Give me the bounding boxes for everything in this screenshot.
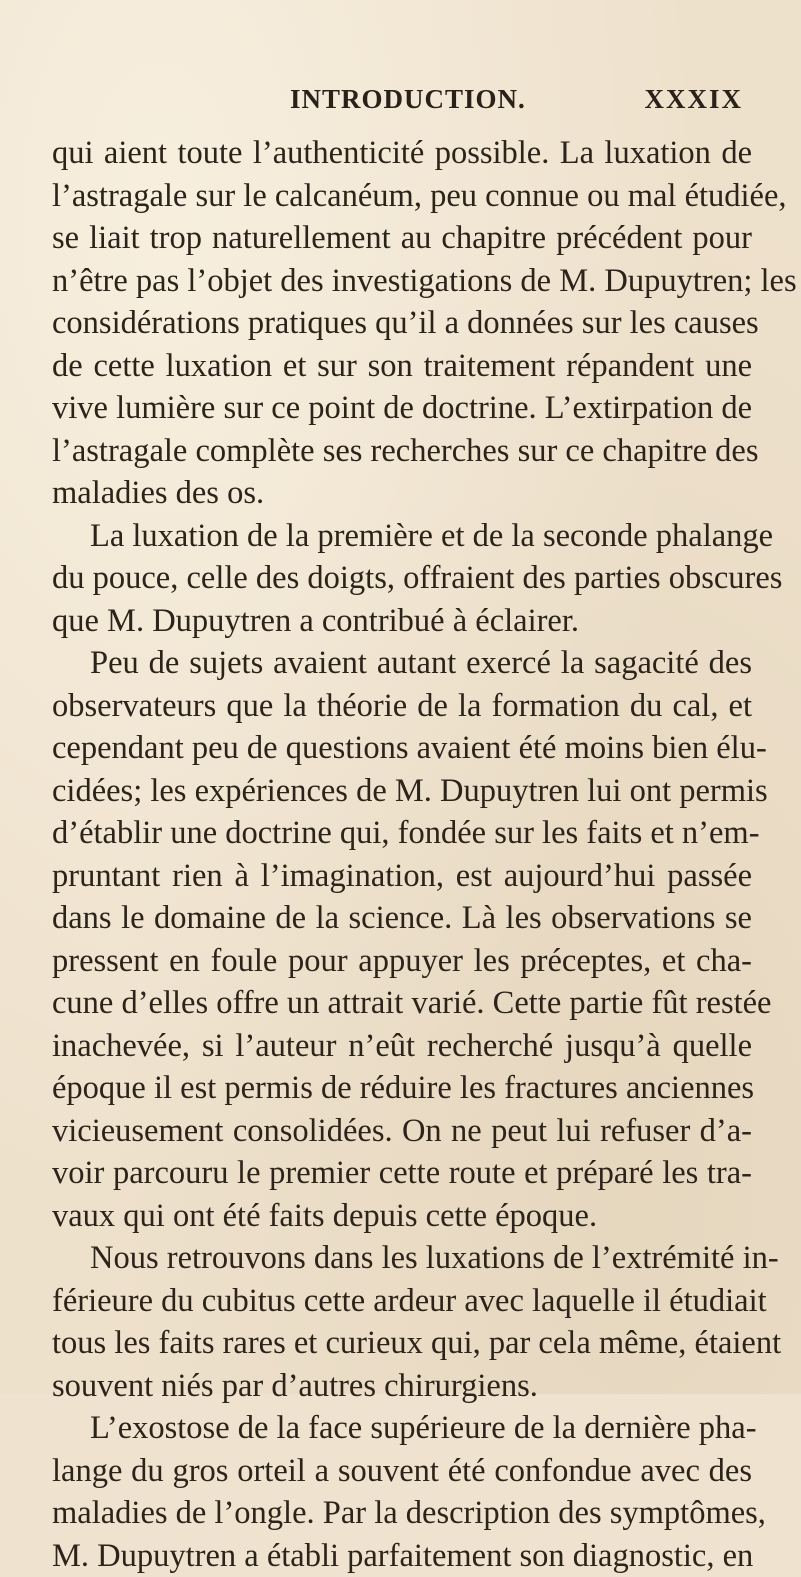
text-line: cune d’elles offre un attrait varié. Cette partie fût restée	[52, 982, 752, 1025]
running-head	[0, 84, 801, 118]
text-line: souvent niés par d’autres chirurgiens.	[52, 1365, 752, 1408]
text-line: l’astragale complète ses recherches sur ce chapitre des	[52, 430, 752, 473]
text-line: dans le domaine de la science. Là les observations se	[52, 897, 752, 940]
text-line: La luxation de la première et de la seconde phalange	[52, 515, 752, 558]
text-line: considérations pratiques qu’il a données sur les causes	[52, 302, 752, 345]
text-line: n’être pas l’objet des investigations de M. Dupuytren; les	[52, 260, 752, 303]
running-title: INTRODUCTION.	[290, 84, 526, 115]
text-line: d’établir une doctrine qui, fondée sur les faits et n’em-	[52, 812, 752, 855]
text-line: inachevée, si l’auteur n’eût recherché jusqu’à quelle	[52, 1025, 752, 1068]
text-line: pressent en foule pour appuyer les préceptes, et cha-	[52, 940, 752, 983]
page-number: XXXIX	[644, 84, 743, 115]
text-line: observateurs que la théorie de la formation du cal, et	[52, 685, 752, 728]
text-line: voir parcouru le premier cette route et préparé les tra-	[52, 1152, 752, 1195]
text-line: pruntant rien à l’imagination, est aujourd’hui passée	[52, 855, 752, 898]
text-line: se liait trop naturellement au chapitre précédent pour	[52, 217, 752, 260]
text-line: maladies des os.	[52, 472, 752, 515]
text-line: du pouce, celle des doigts, offraient des parties obscures	[52, 557, 752, 600]
text-line: vive lumière sur ce point de doctrine. L’extirpation de	[52, 387, 752, 430]
text-line: M. Dupuytren a établi parfaitement son diagnostic, en	[52, 1535, 752, 1577]
text-line: de cette luxation et sur son traitement répandent une	[52, 345, 752, 388]
text-line: Peu de sujets avaient autant exercé la sagacité des	[52, 642, 752, 685]
text-line: qui aient toute l’authenticité possible. La luxation de	[52, 132, 752, 175]
text-line: époque il est permis de réduire les fractures anciennes	[52, 1067, 752, 1110]
text-line: Nous retrouvons dans les luxations de l’extrémité in-	[52, 1237, 752, 1280]
text-line: l’astragale sur le calcanéum, peu connue ou mal étudiée,	[52, 175, 752, 218]
body-text	[52, 132, 752, 1577]
text-line: cidées; les expériences de M. Dupuytren lui ont permis	[52, 770, 752, 813]
text-line: L’exostose de la face supérieure de la dernière pha-	[52, 1407, 752, 1450]
text-line: férieure du cubitus cette ardeur avec laquelle il étudiait	[52, 1280, 752, 1323]
text-line: que M. Dupuytren a contribué à éclairer.	[52, 600, 752, 643]
text-line: maladies de l’ongle. Par la description des symptômes,	[52, 1492, 752, 1535]
text-line: vaux qui ont été faits depuis cette époque.	[52, 1195, 752, 1238]
text-line: vicieusement consolidées. On ne peut lui refuser d’a-	[52, 1110, 752, 1153]
text-line: cependant peu de questions avaient été moins bien élu-	[52, 727, 752, 770]
text-line: tous les faits rares et curieux qui, par cela même, étaient	[52, 1322, 752, 1365]
text-line: lange du gros orteil a souvent été confondue avec des	[52, 1450, 752, 1493]
